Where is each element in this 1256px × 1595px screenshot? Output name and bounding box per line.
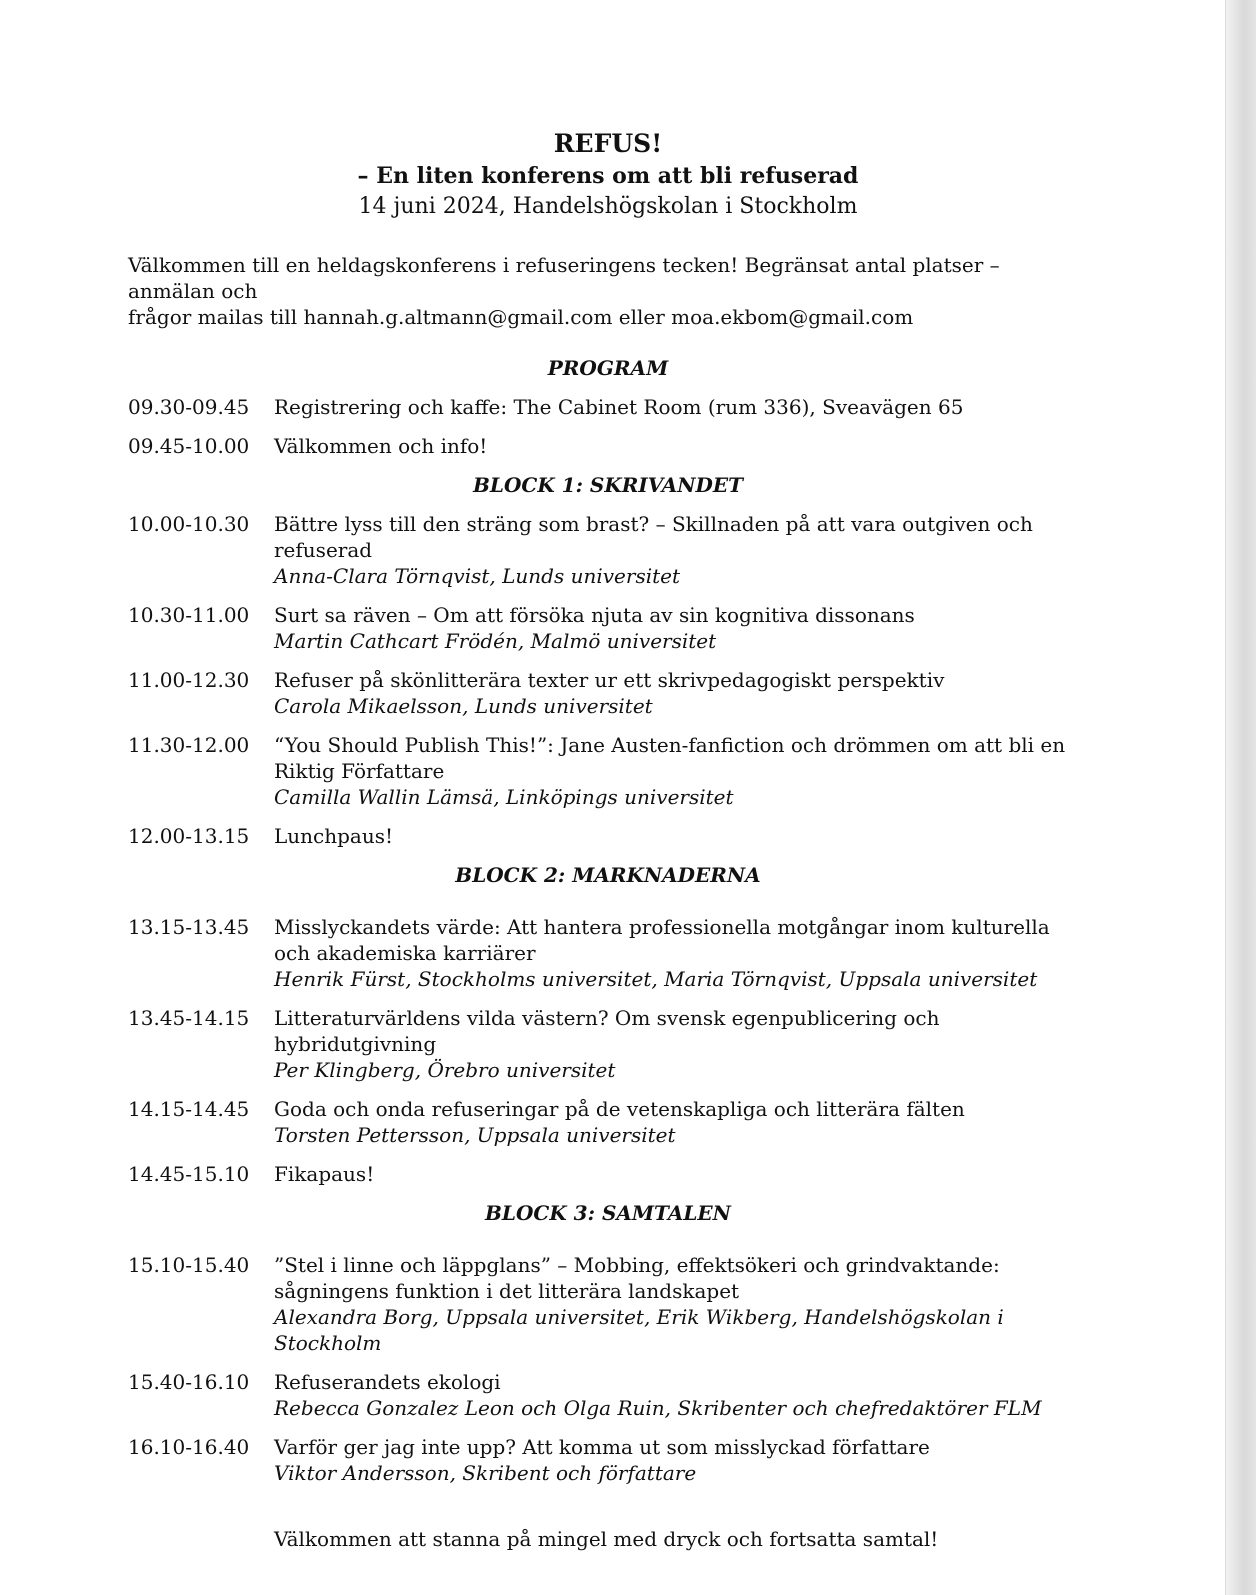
session-speaker: Rebecca Gonzalez Leon och Olga Ruin, Skribenter och chefredaktörer FLM	[274, 1396, 1042, 1420]
schedule-row	[128, 1161, 1088, 1187]
intro-line: frågor mailas till hannah.g.altmann@gmail.com eller moa.ekbom@gmail.com	[128, 305, 914, 329]
schedule-row	[128, 914, 1088, 992]
session-title: Litteraturvärldens vilda västern? Om svensk egenpublicering och hybridutgivning	[274, 1006, 940, 1056]
schedule-row	[128, 1369, 1088, 1421]
time-slot: 15.40-16.10	[128, 1370, 250, 1394]
document-page	[128, 128, 1088, 1552]
time-slot: 15.10-15.40	[128, 1253, 250, 1277]
schedule-row	[128, 1005, 1088, 1083]
session-title: ”Stel i linne och läppglans” – Mobbing, effektsökeri och grindvaktande: sågningens funktion i det litterära landskapet	[274, 1253, 1000, 1303]
page-edge-shadow	[1225, 0, 1256, 1595]
session-title: Goda och onda refuseringar på de vetenskapliga och litterära fälten	[274, 1097, 965, 1121]
schedule-row	[128, 667, 1088, 719]
program-heading: PROGRAM	[547, 356, 669, 380]
time-slot: 11.30-12.00	[128, 733, 250, 757]
schedule-row	[128, 1434, 1088, 1486]
time-slot: 10.00-10.30	[128, 512, 250, 536]
time-slot: 10.30-11.00	[128, 603, 250, 627]
session-title: Varför ger jag inte upp? Att komma ut som misslyckad författare	[274, 1435, 930, 1459]
session-speaker: Martin Cathcart Frödén, Malmö universitet	[274, 629, 717, 653]
session-title: Refuser på skönlitterära texter ur ett skrivpedagogiskt perspektiv	[274, 668, 945, 692]
time-slot: 14.15-14.45	[128, 1097, 250, 1121]
session-title: Refuserandets ekologi	[274, 1370, 501, 1394]
session-title: Bättre lyss till den sträng som brast? – Skillnaden på att vara outgiven och refuserad	[274, 512, 1033, 562]
page-subtitle: – En liten konferens om att bli refuserad	[357, 163, 859, 189]
time-slot: 13.45-14.15	[128, 1006, 250, 1030]
time-slot: 12.00-13.15	[128, 824, 250, 848]
session-title: Välkommen och info!	[274, 434, 488, 458]
intro-paragraph	[128, 252, 1088, 330]
time-slot: 09.30-09.45	[128, 395, 250, 419]
session-title: Fikapaus!	[274, 1162, 375, 1186]
schedule-row	[128, 394, 1088, 420]
session-title: Lunchpaus!	[274, 824, 394, 848]
session-title: Surt sa räven – Om att försöka njuta av sin kognitiva dissonans	[274, 603, 915, 627]
session-speaker: Torsten Pettersson, Uppsala universitet	[274, 1123, 676, 1147]
time-slot: 13.15-13.45	[128, 915, 250, 939]
schedule-row	[128, 823, 1088, 849]
time-slot: 14.45-15.10	[128, 1162, 250, 1186]
session-speaker: Per Klingberg, Örebro universitet	[274, 1058, 616, 1082]
page-title: REFUS!	[553, 129, 663, 158]
session-speaker: Carola Mikaelsson, Lunds universitet	[274, 694, 653, 718]
schedule-row	[128, 602, 1088, 654]
time-slot: 16.10-16.40	[128, 1435, 250, 1459]
session-title: Registrering och kaffe: The Cabinet Room (rum 336), Sveavägen 65	[274, 395, 964, 419]
session-speaker: Anna-Clara Törnqvist, Lunds universitet	[274, 564, 681, 588]
closing-note: Välkommen att stanna på mingel med dryck och fortsatta samtal!	[274, 1527, 939, 1551]
session-title: Misslyckandets värde: Att hantera professionella motgångar inom kulturella och akademiska karriärer	[274, 915, 1050, 965]
schedule-row	[128, 1252, 1088, 1356]
block-2-heading: BLOCK 2: MARKNADERNA	[455, 863, 761, 887]
session-speaker: Viktor Andersson, Skribent och författare	[274, 1461, 697, 1485]
schedule-row	[128, 433, 1088, 459]
session-speaker: Henrik Fürst, Stockholms universitet, Maria Törnqvist, Uppsala universitet	[274, 967, 1038, 991]
time-slot: 11.00-12.30	[128, 668, 250, 692]
schedule-row	[128, 732, 1088, 810]
time-slot: 09.45-10.00	[128, 434, 250, 458]
schedule-row	[128, 1096, 1088, 1148]
block-1-heading: BLOCK 1: SKRIVANDET	[473, 473, 743, 497]
session-title: “You Should Publish This!”: Jane Austen-fanfiction och drömmen om att bli en Riktig Författare	[274, 733, 1066, 783]
session-speaker: Camilla Wallin Lämsä, Linköpings universitet	[274, 785, 734, 809]
schedule-row	[128, 511, 1088, 589]
session-speaker: Alexandra Borg, Uppsala universitet, Erik Wikberg, Handelshögskolan i Stockholm	[274, 1305, 1004, 1355]
intro-line: Välkommen till en heldagskonferens i refuseringens tecken! Begränsat antal platser – anmälan och	[128, 253, 1000, 303]
event-dateline: 14 juni 2024, Handelshögskolan i Stockholm	[358, 194, 858, 219]
block-3-heading: BLOCK 3: SAMTALEN	[485, 1201, 731, 1225]
